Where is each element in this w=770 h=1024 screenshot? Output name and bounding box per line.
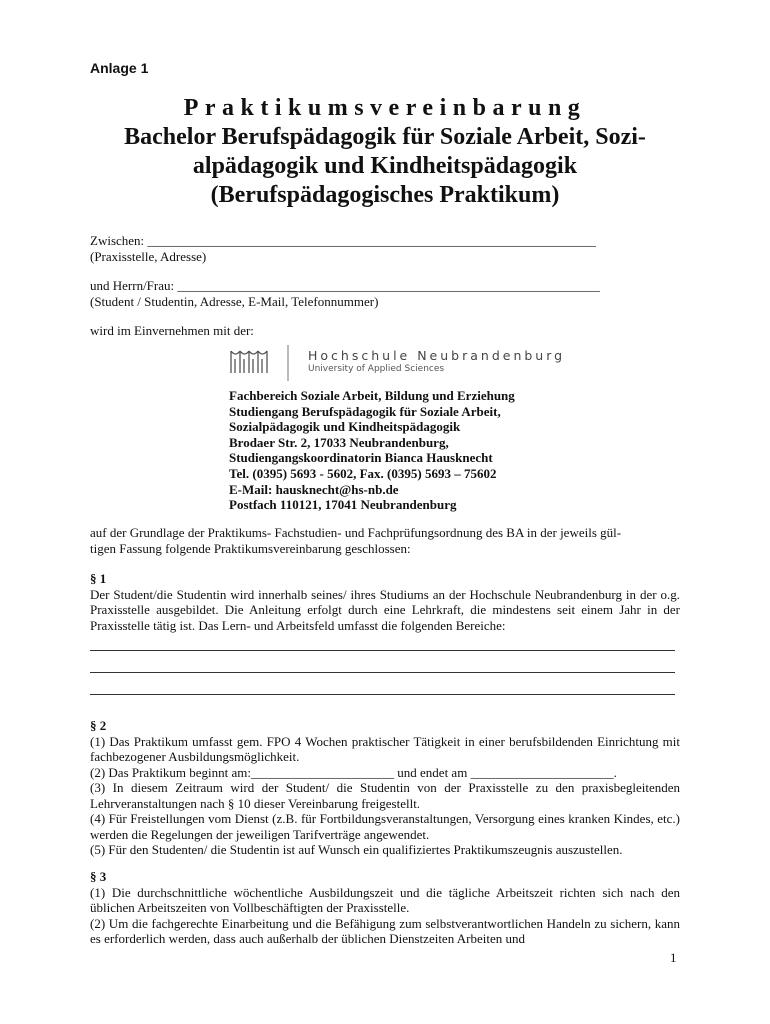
faculty-line: Sozialpädagogik und Kindheitspädagogik [229,419,461,435]
faculty-line: Studiengang Berufspädagogik für Soziale Arbeit, [229,403,501,419]
area-blank-line[interactable] [90,657,675,673]
section-2-heading: § 2 [90,718,107,733]
faculty-line: Brodaer Str. 2, 17033 Neubrandenburg, [229,434,449,450]
university-logo-icon [228,345,298,381]
university-logo [228,345,566,381]
title-line-1: Praktikumsvereinbarung [183,95,587,121]
section-2-item-2 [90,765,680,781]
section-1 [90,571,680,701]
title-line-3: alpädagogik und Kindheitspädagogik [192,153,578,179]
end-date-label: und endet am [394,764,471,780]
title-line-2: Bachelor Berufspädagogik für Soziale Arbeit, Sozi- [124,124,646,150]
faculty-line: Fachbereich Soziale Arbeit, Bildung und Erziehung [229,388,515,403]
section-1-text: Der Student/die Studentin wird innerhalb seines/ ihres Studiums an der Hochschule Neubrandenburg in der o.g. Praxisstelle ausgebildet. Die Anleitung erfolgt durch eine Lehrkraft, die mindestens seit einem Jahr in der Praxisstelle tätig ist. Das Lern- und Arbeitsfeld umfasst die folgenden Bereiche: [90,586,680,633]
section-3-item-2: (2) Um die fachgerechte Einarbeitung und die Befähigung zum selbstverantwortlichen Handeln zu sichern, kann es erforderlich werden, dass auch außerhalb der üblichen Dienstzeiten Arbeiten und [90,915,680,946]
student-label: und Herrn/Frau: [90,278,178,293]
annex-label: Anlage 1 [90,60,149,76]
section-2-item-3: (3) In diesem Zeitraum wird der Student/ die Studentin von der Praxisstelle zu den praxisbegleitenden Lehrveranstaltungen nach § 10 dieser Vereinbarung freigestellt. [90,780,680,811]
start-date-label: (2) Das Praktikum beginnt am: [90,764,252,780]
area-blank-line[interactable] [90,635,675,651]
faculty-line: Tel. (0395) 5693 - 5602, Fax. (0395) 5693 – 75602 [229,465,497,481]
document-title [60,94,710,210]
basis-line-2: tigen Fassung folgende Praktikumsvereinbarung geschlossen: [90,540,411,556]
between-field[interactable] [90,233,680,249]
section-2-item-4: (4) Für Freistellungen vom Dienst (z.B. für Fortbildungsveranstaltungen, Versorgung eines kranken Kindes, etc.) werden die Regelungen der jeweiligen Tarifverträge angewendet. [90,811,680,842]
between-label: Zwischen: [90,233,148,248]
area-blank-line[interactable] [90,679,675,695]
faculty-line: Postfach 110121, 17041 Neubrandenburg [229,497,457,513]
title-line-4: (Berufspädagogisches Praktikum) [210,182,560,208]
start-date-blank[interactable]: ______________________ [251,764,395,780]
student-hint: (Student / Studentin, Adresse, E-Mail, Telefonnummer) [90,293,379,309]
basis-paragraph [90,525,680,556]
section-1-heading: § 1 [90,571,107,586]
faculty-line: Studiengangskoordinatorin Bianca Hausknecht [229,450,493,466]
student-field[interactable] [90,278,680,294]
parties-block [90,233,680,339]
basis-line-1: auf der Grundlage der Praktikums- Fachstudien- und Fachprüfungsordnung des BA in der jeweils gül- [90,525,622,540]
university-subtitle: University of Applied Sciences [308,364,445,374]
section-2-item-1: (1) Das Praktikum umfasst gem. FPO 4 Wochen praktischer Tätigkeit in einer berufsbildenden Einrichtung mit fachbezogener Ausbildungsmöglichkeit. [90,733,680,764]
university-name: Hochschule Neubrandenburg [308,348,566,363]
faculty-address [229,388,515,513]
section-3-item-1: (1) Die durchschnittliche wöchentliche Ausbildungszeit und die tägliche Arbeitszeit richten sich nach den üblichen Arbeitszeiten von Vollbeschäftigten der Praxisstelle. [90,884,680,915]
agreement-intro: wird im Einvernehmen mit der: [90,323,254,338]
section-3-heading: § 3 [90,869,107,884]
section-3 [90,869,680,947]
page-number: 1 [670,950,677,965]
between-hint: (Praxisstelle, Adresse) [90,248,207,264]
between-blank[interactable]: _____________________________________________________________________ [147,233,596,248]
end-date-blank[interactable]: ______________________. [470,764,617,780]
section-2-item-5: (5) Für den Studenten/ die Studentin ist auf Wunsch ein qualifiziertes Praktikumszeugnis auszustellen. [90,842,623,857]
faculty-email[interactable]: E-Mail: hausknecht@hs-nb.de [229,481,399,497]
section-2 [90,718,680,858]
student-blank[interactable]: _________________________________________________________________ [177,278,600,293]
